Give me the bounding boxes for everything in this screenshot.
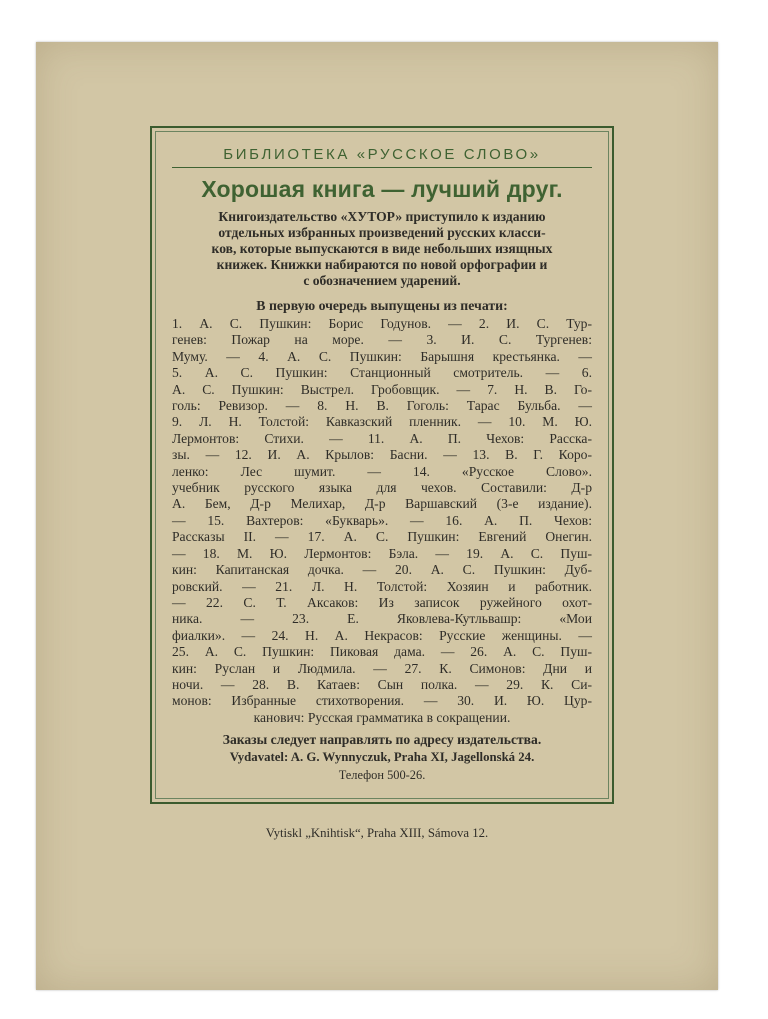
book-list-line: зы. — 12. И. А. Крылов: Басни. — 13. В. Г. Коро- [172,447,592,463]
book-list-line: А. Бем, Д-р Мелихар, Д-р Варшавский (3-е издание). [172,496,592,512]
book-list-line: Муму. — 4. А. С. Пушкин: Барышня крестьянка. — [172,348,592,364]
book-list-line: генев: Пожар на море. — 3. И. С. Тургенев: [172,332,592,348]
book-list [172,316,592,726]
intro-line: ков, которые выпускаются в виде небольших изящных [211,241,553,256]
book-list-line: 9. Л. Н. Толстой: Кавказский пленник. — 10. М. Ю. [172,414,592,430]
intro-line: книжек. Книжки набираются по новой орфографии и [216,257,548,272]
book-list-line: ночи. — 28. В. Катаев: Сын полка. — 29. К. Си- [172,676,592,692]
book-list-line: ленко: Лес шумит. — 14. «Русское Слово». [172,463,592,479]
intro-line: отдельных избранных произведений русских класси- [218,225,546,240]
series-title: БИБЛИОТЕКА «РУССКОЕ СЛОВО» [172,136,592,168]
book-list-line: — 15. Вахтеров: «Букварь». — 16. А. П. Чехов: [172,512,592,528]
intro-line: с обозначением ударений. [303,273,461,288]
book-list-line: А. С. Пушкин: Выстрел. Гробовщик. — 7. Н. В. Го- [172,381,592,397]
intro-paragraph [172,209,592,289]
book-list-line: 1. А. С. Пушкин: Борис Годунов. — 2. И. С. Тур- [172,316,592,331]
book-list-line: кин: Капитанская дочка. — 20. А. С. Пушкин: Дуб- [172,562,592,578]
book-list-line: голь: Ревизор. — 8. Н. В. Гоголь: Тарас Бульба. — [172,398,592,414]
publisher-phone: Телефон 500-26. [338,768,426,783]
orders-note: Заказы следует направлять по адресу издательства. [222,732,542,748]
book-list-line: ника. — 23. Е. Яковлева-Кутльвашр: «Мои [172,611,592,627]
advertisement-content [172,136,592,784]
intro-line: Книгоиздательство «ХУТОР» приступило к изданию [218,209,546,224]
book-list-line: ровский. — 21. Л. Н. Толстой: Хозяин и работник. [172,578,592,594]
book-list-line: 5. А. С. Пушкин: Станционный смотритель. — 6. [172,365,592,381]
book-list-line: канович: Русская грамматика в сокращении. [253,709,511,725]
slogan-heading: Хорошая книга — лучший друг. [201,176,563,202]
book-list-line: Рассказы II. — 17. А. С. Пушкин: Евгений Онегин. [172,529,592,545]
book-list-line: Лермонтов: Стихи. — 11. А. П. Чехов: Расска- [172,430,592,446]
publisher-address: Vydavatel: A. G. Wynnyczuk, Praha XI, Jagellonská 24. [229,750,535,765]
printer-imprint: Vytiskl „Knihtisk“, Praha XIII, Sámova 12. [265,826,489,840]
book-list-line: 25. А. С. Пушкин: Пиковая дама. — 26. А. С. Пуш- [172,644,592,660]
book-list-line: учебник русского языка для чехов. Составили: Д-р [172,480,592,496]
book-list-line: кин: Руслан и Людмила. — 27. К. Симонов: Дни и [172,660,592,676]
book-list-line: монов: Избранные стихотворения. — 30. И. Ю. Цур- [172,693,592,709]
book-list-line: — 18. М. Ю. Лермонтов: Бэла. — 19. А. С. Пуш- [172,545,592,561]
book-list-line: — 22. С. Т. Аксаков: Из записок ружейного охот- [172,594,592,610]
list-heading: В первую очередь выпущены из печати: [256,298,508,313]
advertisement-frame [150,126,614,804]
back-cover [36,42,718,990]
book-list-line: фиалки». — 24. Н. А. Некрасов: Русские женщины. — [172,627,592,643]
